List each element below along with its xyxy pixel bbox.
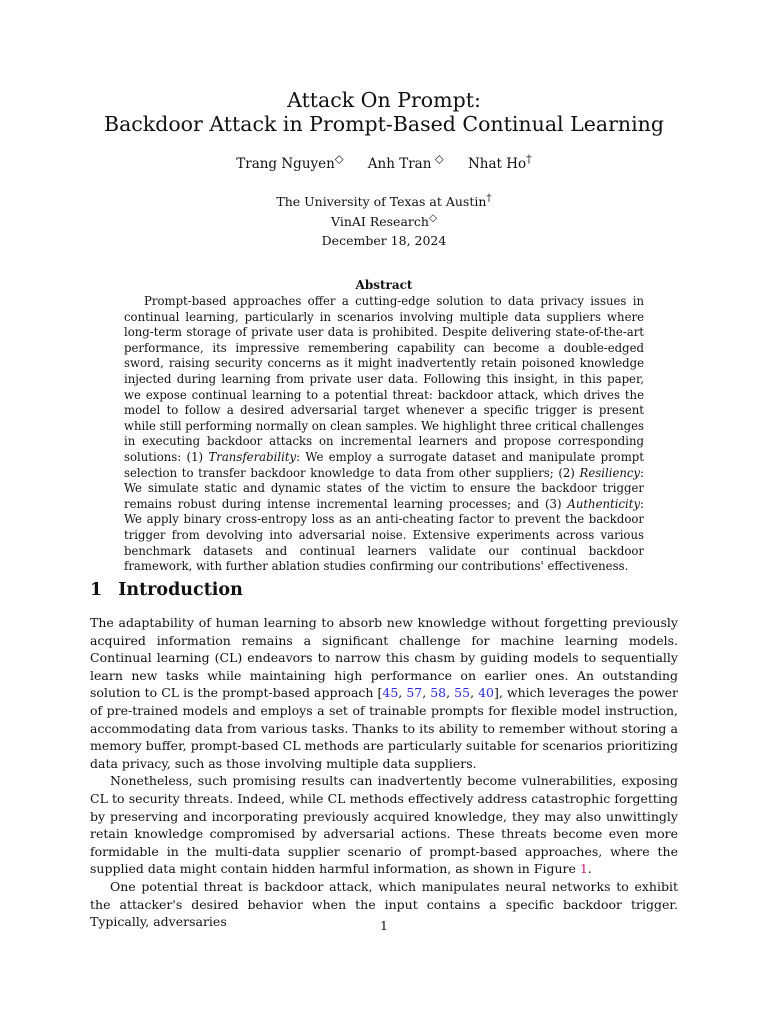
paper-date: December 18, 2024 xyxy=(321,233,447,248)
abstract-text: Prompt-based approaches offer a cutting-edge solution to data privacy issues in continual learning, particularly in scenarios involving multiple data suppliers where long-term storage of private user data is prohibited. Despite delivering state-of-the-art performance, its impressive remembering capability can become a double-edged sword, raising security concerns as it might inadvertently retain poisoned knowledge injected during learning from private user data. Following this insight, in this paper, we expose continual learning to a potential threat: backdoor attack, which drives the model to follow a desired adversarial target whenever a specific trigger is present while still performing normally on clean samples. We highlight three critical challenges in executing backdoor attacks on incremental learners and propose corresponding solutions: (1) Transferability: We employ a surrogate dataset and manipulate prompt selection to transfer backdoor knowledge to data from other suppliers; (2) Resiliency: We simulate static and dynamic states of the victim to ensure the backdoor trigger remains robust during intense incremental learning processes; and (3) Authenticity: We apply binary cross-entropy loss as an anti-cheating factor to prevent the backdoor trigger from devolving into adversarial noise. Extensive experiments across various benchmark datasets and continual learners validate our continual backdoor framework, with further ablation studies confirming our contributions' effectiveness. xyxy=(124,294,644,574)
citation-link[interactable]: 45 xyxy=(382,685,399,701)
page-number: 1 xyxy=(380,918,388,933)
paper-title xyxy=(0,88,768,136)
citation-link[interactable]: 40 xyxy=(478,685,494,701)
paragraph-2: Nonetheless, such promising results can inadvertently become vulnerabilities, exposing CL to security threats. Indeed, while CL methods effectively address catastrophic forgetting by preserving and incorporating previously acquired knowledge, they may also unwittingly retain knowledge compromised by adversarial actions. These threats become even more formidable in the multi-data supplier scenario of prompt-based approaches, where the supplied data might contain hidden harmful information, as shown in Figure 1. xyxy=(90,773,678,877)
paragraph-3: One potential threat is backdoor attack, which manipulates neural networks to exhibit the attacker's desired behavior when the input contains a specific backdoor trigger. Typically, adversaries xyxy=(90,878,678,930)
affiliation-2: VinAI Research◇ xyxy=(331,212,437,230)
author-1: Trang Nguyen◇ xyxy=(236,152,344,172)
section-title: Introduction xyxy=(118,580,243,600)
author-2: Anh Tran ◇ xyxy=(367,152,444,172)
title-line-1: Attack On Prompt: xyxy=(287,88,481,112)
title-line-2: Backdoor Attack in Prompt-Based Continual Learning xyxy=(104,112,664,136)
citation-link[interactable]: 55 xyxy=(454,685,471,701)
affiliation-1: The University of Texas at Austin† xyxy=(276,192,492,210)
author-list xyxy=(0,150,768,173)
section-heading-introduction xyxy=(90,579,243,601)
abstract-heading: Abstract xyxy=(355,278,413,292)
citation-link[interactable]: 57 xyxy=(406,685,423,701)
paragraph-1: The adaptability of human learning to absorb new knowledge without forgetting previously acquired information remains a significant challenge for machine learning models. Continual learning (CL) endeavors to narrow this chasm by guiding models to sequentially learn new tasks while maintaining high performance on earlier ones. An outstanding solution to CL is the prompt-based approach [45, 57, 58, 55, 40], which leverages the power of pre-trained models and employs a set of trainable prompts for flexible model instruction, accommodating data from various tasks. Thanks to its ability to remember without storing a memory buffer, prompt-based CL methods are particularly suitable for scenarios prioritizing data privacy, such as those involving multiple data suppliers. xyxy=(90,615,678,771)
introduction-body xyxy=(90,614,678,931)
citation-link[interactable]: 58 xyxy=(430,685,447,701)
figure-reference-link[interactable]: 1 xyxy=(579,861,588,877)
affiliations xyxy=(0,190,768,230)
author-3: Nhat Ho† xyxy=(467,152,532,172)
section-number: 1 xyxy=(90,580,103,600)
